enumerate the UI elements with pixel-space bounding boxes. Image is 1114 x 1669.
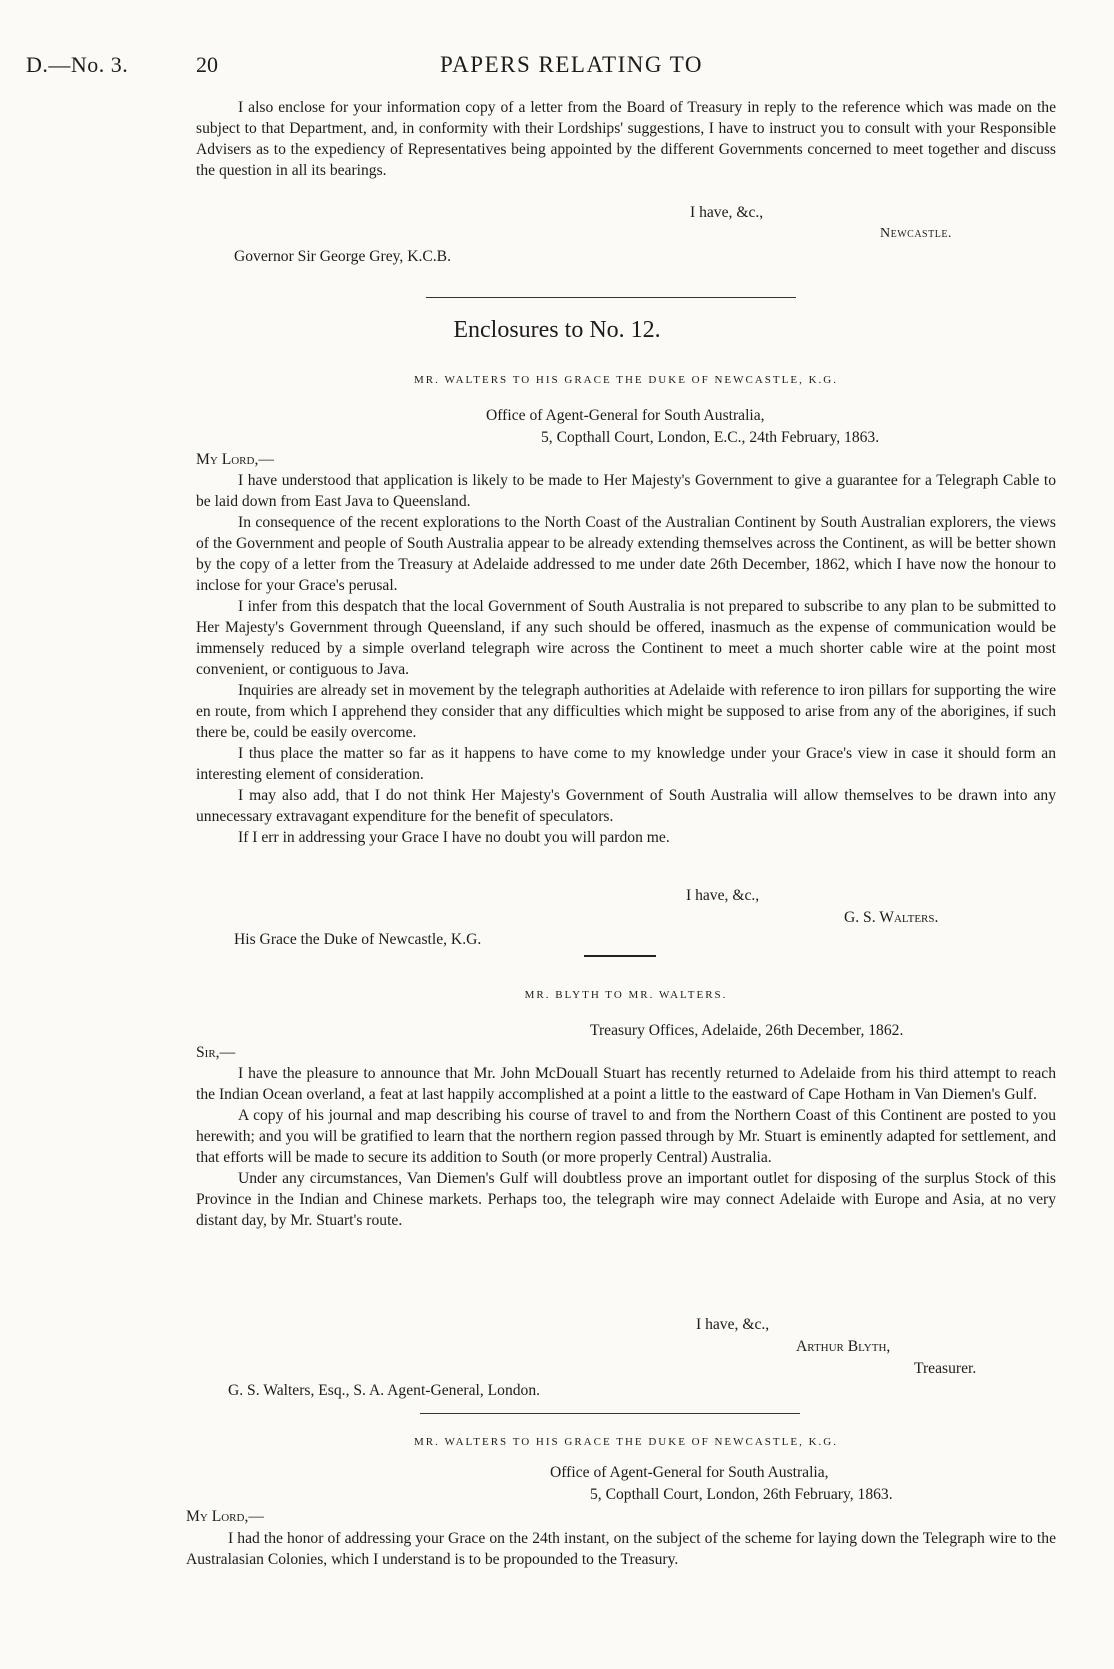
- enclosures-heading: Enclosures to No. 12.: [453, 317, 661, 343]
- letter3-salutation: My Lord,—: [186, 1508, 264, 1525]
- document-number: D.—No. 3.: [26, 52, 129, 77]
- letter1-paragraph: In consequence of the recent explorations to the North Coast of the Australian Continent by South Australian explorers, the views of the Government and people of South Australia appear to be already extending themselves across the Continent, as will be better shown by the copy of a letter from the Treasury at Adelaide addressed to me under date 26th December, 1862, which I have now the honour to inclose for your Grace's perusal.: [196, 514, 1056, 594]
- intro-addressee: Governor Sir George Grey, K.C.B.: [234, 248, 451, 265]
- intro-letter: [196, 97, 1056, 181]
- letter1-paragraph: I infer from this despatch that the local Government of South Australia is not prepared to subscribe to any plan to be submitted to Her Majesty's Government through Queensland, if any such should be offered, inasmuch as the expense of communication would be immensely reduced by a simple overland telegraph wire across the Continent to meet a much shorter cable wire at the point most convenient, or contiguous to Java.: [196, 598, 1056, 678]
- letter1-body: [196, 470, 1056, 848]
- letter1-title: MR. WALTERS TO HIS GRACE THE DUKE OF NEWCASTLE, K.G.: [414, 374, 838, 386]
- letter1-addressee: His Grace the Duke of Newcastle, K.G.: [234, 931, 482, 948]
- letter3-address-line2: 5, Copthall Court, London, 26th February, 1863.: [590, 1486, 893, 1503]
- letter2-paragraph: A copy of his journal and map describing his course of travel to and from the Northern Coast of this Continent are posted to you herewith; and you will be gratified to learn that the northern region passed through by Mr. Stuart is eminently adapted for settlement, and that efforts will be made to secure its addition to South (or more properly Central) Australia.: [196, 1107, 1056, 1166]
- letter1-paragraph: I may also add, that I do not think Her Majesty's Government of South Australia will allow themselves to be drawn into any unnecessary extravagant expenditure for the benefit of speculators.: [196, 787, 1056, 825]
- section-divider: [426, 297, 796, 298]
- letter2-closing: I have, &c.,: [696, 1316, 770, 1333]
- letter1-address-line2: 5, Copthall Court, London, E.C., 24th February, 1863.: [541, 429, 880, 446]
- intro-paragraph: I also enclose for your information copy of a letter from the Board of Treasury in reply to the reference which was made on the subject to that Department, and, in conformity with their Lordships' suggestions, I have to instruct you to consult with your Responsible Advisers as to the expediency of Representatives being appointed by the different Governments concerned to meet together and discuss the question in all its bearings.: [196, 99, 1056, 179]
- letter1-paragraph: I thus place the matter so far as it happens to have come to my knowledge under your Grace's view in case it should form an interesting element of consideration.: [196, 745, 1056, 783]
- letter2-paragraph: I have the pleasure to announce that Mr. John McDouall Stuart has recently returned to Adelaide from his third attempt to reach the Indian Ocean overland, a feat at last happily accomplished at a point a little to the eastward of Cape Hotham in Van Diemen's Gulf.: [196, 1065, 1056, 1103]
- letter2-paragraph: Under any circumstances, Van Diemen's Gulf will doubtless prove an important outlet for disposing of the surplus Stock of this Province in the Indian and Chinese markets. Perhaps too, the telegraph wire may connect Adelaide with Europe and Asia, at no very distant day, by Mr. Stuart's route.: [196, 1170, 1056, 1229]
- letter1-paragraph: If I err in addressing your Grace I have no doubt you will pardon me.: [238, 829, 670, 846]
- letter2-salutation: Sir,—: [196, 1044, 236, 1061]
- letter2-signature-title: Treasurer.: [914, 1360, 977, 1377]
- letter-divider: [584, 955, 656, 957]
- section-divider: [420, 1413, 800, 1414]
- letter1-address-line1: Office of Agent-General for South Australia,: [486, 407, 765, 424]
- letter1-closing: I have, &c.,: [686, 887, 760, 904]
- letter1-paragraph: I have understood that application is likely to be made to Her Majesty's Government to give a guarantee for a Telegraph Cable to be laid down from East Java to Queensland.: [196, 472, 1056, 510]
- letter2-title: MR. BLYTH TO MR. WALTERS.: [524, 989, 728, 1001]
- letter2-body: [196, 1063, 1056, 1231]
- letter3-address-line1: Office of Agent-General for South Australia,: [550, 1464, 829, 1481]
- intro-signature: Newcastle.: [880, 226, 952, 241]
- letter1-salutation: My Lord,—: [196, 451, 274, 468]
- letter2-address: Treasury Offices, Adelaide, 26th December, 1862.: [590, 1022, 904, 1039]
- page-header: [0, 54, 1114, 84]
- letter3-title: MR. WALTERS TO HIS GRACE THE DUKE OF NEWCASTLE, K.G.: [414, 1436, 838, 1448]
- page-number: 20: [196, 52, 218, 77]
- letter2-addressee: G. S. Walters, Esq., S. A. Agent-General, London.: [228, 1382, 541, 1399]
- letter1-signature: G. S. Walters.: [844, 909, 939, 926]
- letter3-paragraph: I had the honor of addressing your Grace on the 24th instant, on the subject of the scheme for laying down the Telegraph wire to the Australasian Colonies, which I understand is to be propounded to the Treasury.: [186, 1530, 1056, 1568]
- letter2-signature: Arthur Blyth,: [796, 1338, 891, 1355]
- running-title: PAPERS RELATING TO: [440, 52, 704, 77]
- letter1-paragraph: Inquiries are already set in movement by the telegraph authorities at Adelaide with reference to iron pillars for supporting the wire en route, from which I apprehend they consider that any difficulties which might be supposed to arise from any of the aborigines, if such there be, could be easily overcome.: [196, 682, 1056, 741]
- letter3-body: [186, 1528, 1056, 1570]
- intro-closing: I have, &c.,: [690, 204, 764, 221]
